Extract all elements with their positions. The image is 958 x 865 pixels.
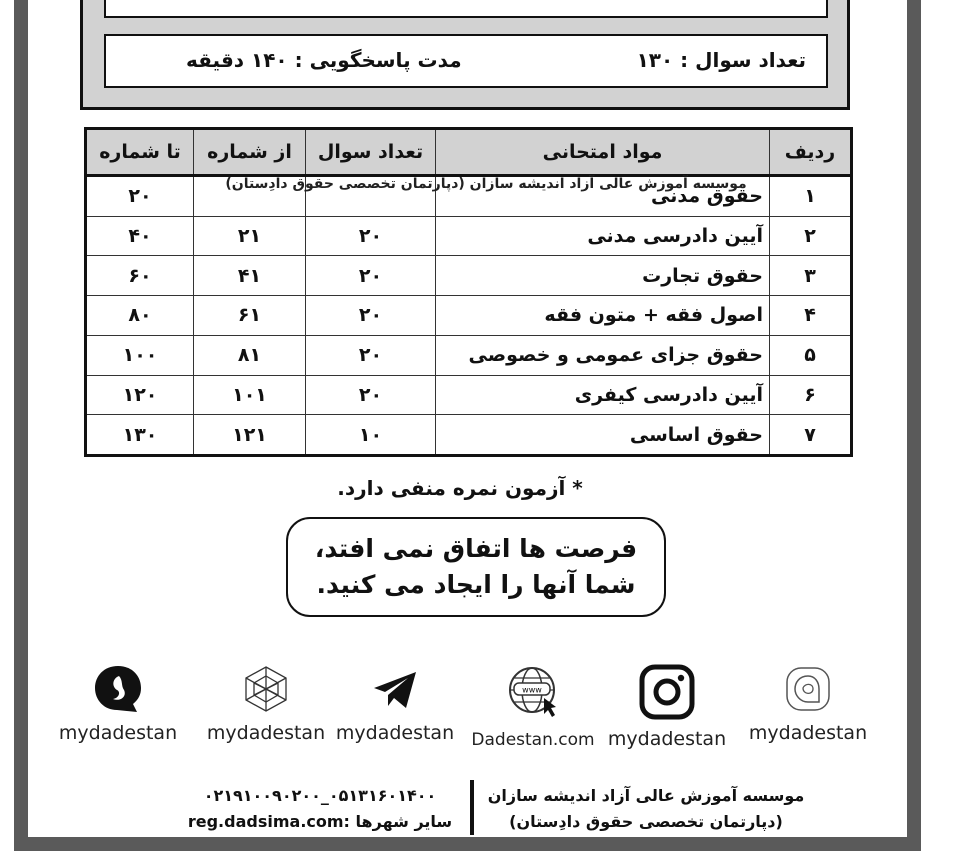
from-number-cell: ۱۰۱ (194, 375, 306, 415)
footer-contact (180, 783, 460, 835)
registration-site: reg.dadsima.com: سایر شهرها (187, 812, 453, 831)
to-number-cell: ۱۰۰ (86, 335, 194, 375)
subject-name: اصول فقه + متون فقه (436, 296, 770, 336)
subject-name: حقوق اساسی (436, 415, 770, 456)
to-number-cell: ۲۰ (86, 176, 194, 217)
social-label: mydadestan (206, 722, 326, 744)
social-rubika[interactable] (196, 664, 336, 744)
row-number: ۱ (770, 176, 852, 217)
table-row (86, 256, 852, 296)
social-telegram[interactable] (325, 664, 465, 744)
question-count-cell: ۱۰ (306, 415, 436, 456)
social-label: mydadestan (335, 722, 455, 744)
row-number: ۳ (770, 256, 852, 296)
footer-divider (470, 780, 474, 835)
exam-info-box (104, 34, 828, 88)
from-number-cell: ۶۱ (194, 296, 306, 336)
from-number-cell: ۱۲۱ (194, 415, 306, 456)
row-number: ۶ (770, 375, 852, 415)
page-border-bottom (14, 837, 921, 851)
question-count-cell: ۲۰ (306, 335, 436, 375)
eitaa-icon (93, 664, 143, 714)
institute-department: (دپارتمان تخصصی حقوق دادِستان) (509, 812, 783, 831)
subject-name: حقوق مدنی (436, 176, 770, 217)
header-subject: مواد امتحانی (436, 129, 770, 176)
question-count-cell: ۲۰ (306, 375, 436, 415)
phone-numbers: ۰۲۱۹۱۰۰۹۰۲۰۰_۰۵۱۳۱۶۰۱۴۰۰ (203, 786, 437, 805)
instagram-icon (639, 664, 695, 720)
svg-text:www: www (522, 685, 542, 695)
motto-line-1: فرصت ها اتفاق نمی افتد، (314, 534, 638, 563)
to-number-cell: ۴۰ (86, 216, 194, 256)
table-row (86, 335, 852, 375)
row-number: ۵ (770, 335, 852, 375)
table-row (86, 375, 852, 415)
social-bale[interactable] (738, 664, 878, 744)
from-number-cell: ۲۱ (194, 216, 306, 256)
question-count: تعداد سوال : ۱۳۰ (636, 48, 806, 72)
social-label: mydadestan (607, 728, 727, 750)
row-number: ۷ (770, 415, 852, 456)
negative-marking-note: * آزمون نمره منفی دارد. (337, 476, 583, 500)
table-header-row (86, 129, 852, 176)
from-number-cell: ۸۱ (194, 335, 306, 375)
social-label: mydadestan (748, 722, 868, 744)
exam-header (80, 0, 850, 110)
motto-box (286, 517, 666, 617)
social-website[interactable] (463, 664, 603, 750)
row-number: ۴ (770, 296, 852, 336)
from-number-cell: ۴۱ (194, 256, 306, 296)
subject-name: حقوق تجارت (436, 256, 770, 296)
social-instagram[interactable] (597, 664, 737, 750)
table-row (86, 415, 852, 456)
to-number-cell: ۶۰ (86, 256, 194, 296)
social-label: Dadestan.com (471, 730, 595, 750)
page-border-left (14, 0, 28, 851)
header-row-number: ردیف (770, 129, 852, 176)
motto-line-2: شما آنها را ایجاد می کنید. (316, 570, 636, 599)
institute-name: موسسه آموزش عالی آزاد اندیشه سازان (487, 786, 805, 805)
row-number: ۲ (770, 216, 852, 256)
question-count-cell: ۲۰ (306, 216, 436, 256)
rubika-icon (241, 664, 291, 714)
table-row (86, 216, 852, 256)
header-from-number: از شماره (194, 129, 306, 176)
header-title-box (104, 0, 828, 18)
exam-duration: مدت پاسخگویی : ۱۴۰ دقیقه (186, 48, 462, 72)
institute-watermark: موسسه آموزش عالی آزاد اندیشه سازان (دپارتمان تخصصی حقوق دادِستان) (225, 176, 747, 192)
subject-name: حقوق جزای عمومی و خصوصی (436, 335, 770, 375)
subject-name: آیین دادرسی مدنی (436, 216, 770, 256)
to-number-cell: ۱۳۰ (86, 415, 194, 456)
to-number-cell: ۸۰ (86, 296, 194, 336)
to-number-cell: ۱۲۰ (86, 375, 194, 415)
page-border-right (907, 0, 921, 851)
bale-icon (783, 664, 833, 714)
social-label: mydadestan (58, 722, 178, 744)
footer-institute (486, 783, 806, 835)
telegram-icon (370, 664, 420, 714)
header-to-number: تا شماره (86, 129, 194, 176)
table-row (86, 296, 852, 336)
header-question-count: تعداد سوال (306, 129, 436, 176)
question-count-cell: ۲۰ (306, 256, 436, 296)
question-count-cell: ۲۰ (306, 296, 436, 336)
website-icon (504, 664, 562, 718)
subject-name: آیین دادرسی کیفری (436, 375, 770, 415)
social-eitaa[interactable] (48, 664, 188, 744)
